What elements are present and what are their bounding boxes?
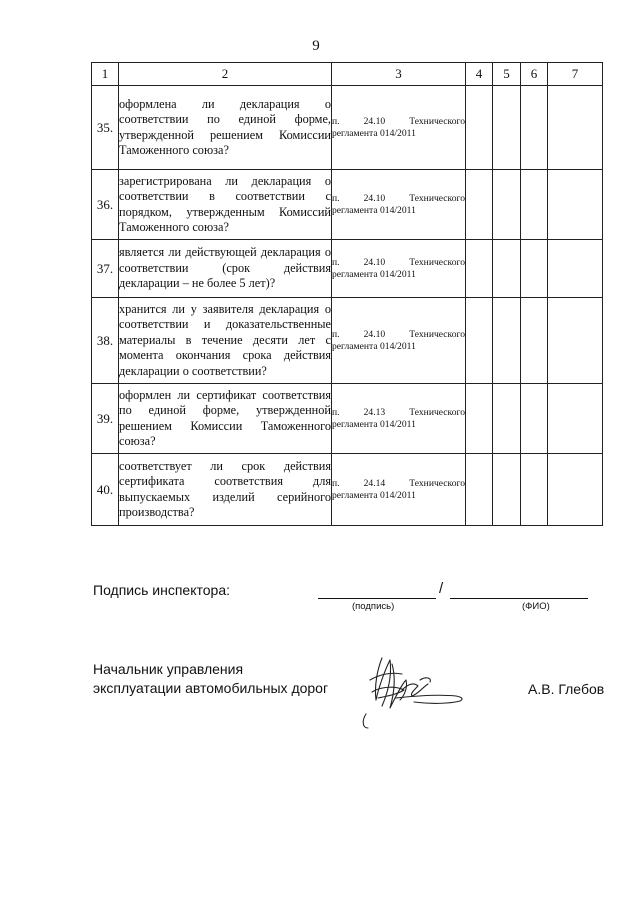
blank-cell xyxy=(521,298,548,384)
blank-cell xyxy=(466,384,493,454)
header-cell: 5 xyxy=(493,63,521,86)
blank-cell xyxy=(521,384,548,454)
blank-cell xyxy=(521,170,548,240)
blank-cell xyxy=(466,298,493,384)
blank-cell xyxy=(493,240,521,298)
reference-text: п. 24.10 Технического регламента 014/2011 xyxy=(332,328,465,352)
table-row xyxy=(92,86,603,170)
row-question: соответствует ли срок действия сертификата соответствия для выпускаемых изделий серийного производства? xyxy=(119,454,332,526)
row-number: 36. xyxy=(92,170,119,240)
header-cell: 1 xyxy=(92,63,119,86)
blank-cell xyxy=(493,298,521,384)
blank-cell xyxy=(548,454,603,526)
header-cell: 4 xyxy=(466,63,493,86)
row-reference xyxy=(332,170,466,240)
blank-cell xyxy=(493,384,521,454)
handwritten-signature-icon xyxy=(352,650,472,740)
row-question: зарегистрирована ли декларация о соответствии в соответствии с порядком, утвержденным Комиссий Таможенного союза? xyxy=(119,170,332,240)
reference-text: п. 24.13 Технического регламента 014/2011 xyxy=(332,406,465,430)
row-reference xyxy=(332,298,466,384)
signature-slash: / xyxy=(439,580,444,597)
row-question: хранится ли у заявителя декларация о соответствии и доказательственные материалы в течение десяти лет с момента окончания срока действия декларации о соответствии? xyxy=(119,298,332,384)
row-question: оформлена ли декларация о соответствии по единой форме, утвержденной решением Комиссии Таможенного союза? xyxy=(119,86,332,170)
reference-text: п. 24.14 Технического регламента 014/2011 xyxy=(332,477,465,501)
blank-cell xyxy=(521,454,548,526)
blank-cell xyxy=(493,454,521,526)
table-row xyxy=(92,298,603,384)
blank-cell xyxy=(466,86,493,170)
row-number: 40. xyxy=(92,454,119,526)
table-row xyxy=(92,454,603,526)
table-header-row xyxy=(92,63,603,86)
header-cell: 3 xyxy=(332,63,466,86)
table-row xyxy=(92,240,603,298)
row-reference xyxy=(332,384,466,454)
blank-cell xyxy=(521,86,548,170)
name-line xyxy=(450,598,588,599)
signature-line xyxy=(318,598,436,599)
header-cell: 7 xyxy=(548,63,603,86)
blank-cell xyxy=(493,170,521,240)
official-title-line: Начальник управления xyxy=(93,661,244,677)
blank-cell xyxy=(466,454,493,526)
blank-cell xyxy=(548,384,603,454)
inspector-signature-label: Подпись инспектора: xyxy=(93,582,230,598)
table-row xyxy=(92,384,603,454)
row-question: является ли действующей декларация о соответствии (срок действия декларации – не более 5 лет)? xyxy=(119,240,332,298)
blank-cell xyxy=(548,86,603,170)
official-title-line: эксплуатации автомобильных дорог xyxy=(93,680,329,696)
blank-cell xyxy=(521,240,548,298)
official-name: А.В. Глебов xyxy=(528,681,605,697)
page-number: 9 xyxy=(312,38,320,54)
row-reference xyxy=(332,86,466,170)
blank-cell xyxy=(466,240,493,298)
blank-cell xyxy=(493,86,521,170)
row-number: 35. xyxy=(92,86,119,170)
row-reference xyxy=(332,454,466,526)
blank-cell xyxy=(548,298,603,384)
row-number: 39. xyxy=(92,384,119,454)
blank-cell xyxy=(548,170,603,240)
row-reference xyxy=(332,240,466,298)
row-number: 37. xyxy=(92,240,119,298)
header-cell: 2 xyxy=(119,63,332,86)
official-title xyxy=(93,660,328,698)
table-row xyxy=(92,170,603,240)
reference-text: п. 24.10 Технического регламента 014/2011 xyxy=(332,192,465,216)
blank-cell xyxy=(548,240,603,298)
row-number: 38. xyxy=(92,298,119,384)
reference-text: п. 24.10 Технического регламента 014/2011 xyxy=(332,115,465,139)
checklist-table xyxy=(91,62,603,526)
name-caption: (ФИО) xyxy=(522,601,550,612)
row-question: оформлен ли сертификат соответствия по единой форме, утвержденной решением Комиссии Таможенного союза? xyxy=(119,384,332,454)
signature-caption: (подпись) xyxy=(352,601,395,612)
header-cell: 6 xyxy=(521,63,548,86)
blank-cell xyxy=(466,170,493,240)
reference-text: п. 24.10 Технического регламента 014/2011 xyxy=(332,256,465,280)
